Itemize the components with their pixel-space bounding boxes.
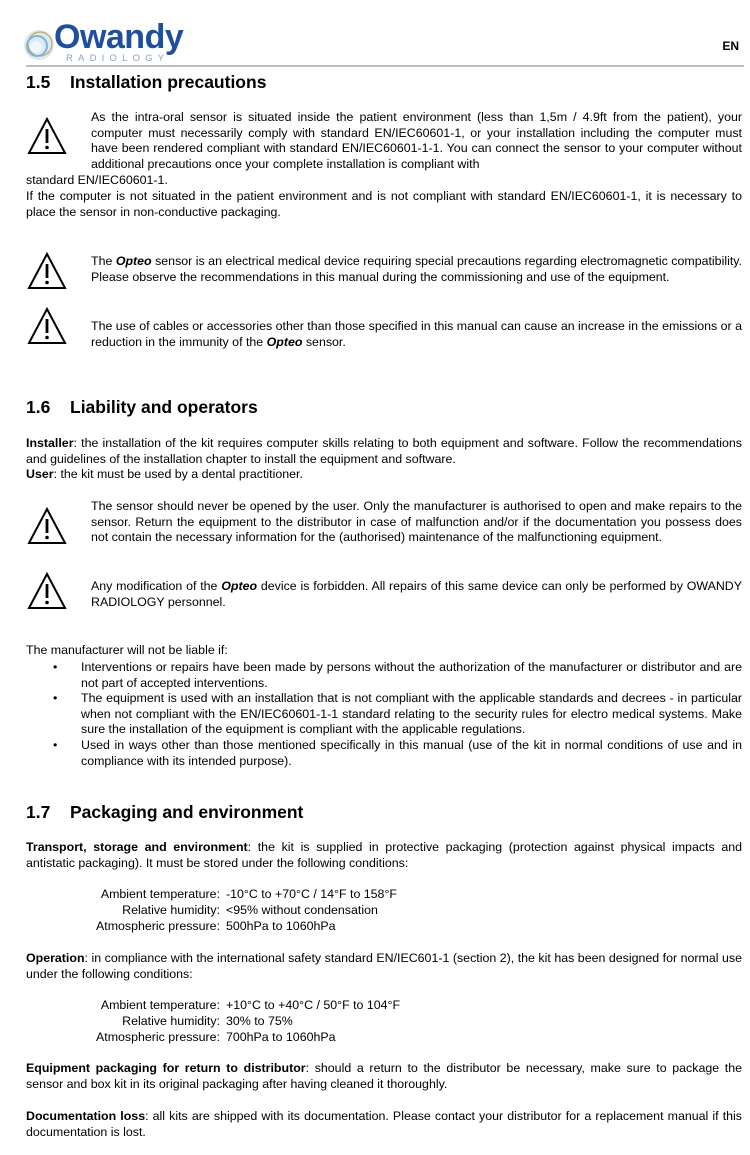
operation-label: Operation — [26, 951, 85, 965]
language-indicator: EN — [722, 39, 739, 53]
brand-name: Opteo — [115, 254, 152, 268]
storage-conditions-table — [96, 887, 397, 934]
list-item-text: The equipment is used with an installation that is not compliant with the applicable standards and decrees - in particular when not compliant with the EN/IEC60601-1-1 standard relating to the security rules for electro medical systems. Make sure the installation of the equipment is compliant with the applicable regulations. — [81, 691, 742, 737]
operation-paragraph — [26, 951, 742, 982]
emc-warning-text — [91, 254, 742, 285]
section-number: 1.7 — [26, 802, 51, 822]
section-title: Installation precautions — [70, 72, 267, 92]
list-item — [26, 691, 742, 738]
section-title: Liability and operators — [70, 397, 258, 417]
table-row — [96, 998, 400, 1014]
operation-conditions-table — [96, 998, 400, 1045]
page-header — [0, 0, 750, 68]
documentation-loss-label: Documentation loss — [26, 1109, 146, 1123]
header-divider — [26, 65, 744, 67]
table-row — [96, 1030, 400, 1046]
return-text: : should a return to the distributor be necessary, make sure to package the sensor and box kit in its original packaging after having cleaned it thoroughly. — [26, 1061, 743, 1091]
text-fragment: sensor. — [302, 334, 346, 349]
text-fragment: device is forbidden. All repairs of this same device can only be performed by OWANDY RADIOLOGY personnel. — [91, 579, 742, 609]
condition-value: <95% without condensation — [225, 902, 378, 917]
list-item — [26, 738, 742, 769]
modification-warning-text — [91, 579, 742, 610]
warning-icon — [27, 252, 67, 290]
user-text: : the kit must be used by a dental practitioner. — [53, 467, 303, 481]
operation-text: : in compliance with the international safety standard EN/IEC601-1 (section 2), the kit has been designed for normal use under the following conditions: — [26, 951, 742, 981]
condition-value: +10°C to +40°C / 50°F to 104°F — [225, 998, 401, 1012]
table-row — [96, 919, 397, 935]
liability-list — [26, 660, 742, 769]
warning-icon — [27, 507, 67, 545]
return-paragraph — [26, 1061, 742, 1092]
user-label: User — [26, 467, 54, 481]
installer-text: : the installation of the kit requires computer skills relating to both equipment and software. Follow the recommendations and guidelines of the installation chapter to install the equipment and software. — [26, 436, 742, 466]
condition-label: Atmospheric pressure: — [96, 918, 220, 933]
list-item-text: Used in ways other than those mentioned specifically in this manual (use of the kit in normal conditions of use and in compliance with its intended purpose). — [81, 737, 742, 768]
list-item-text: Interventions or repairs have been made by persons without the authorization of the manufacturer or distributor and are not part of accepted interventions. — [81, 660, 742, 690]
installer-label: Installer — [26, 436, 74, 450]
condition-value: 30% to 75% — [225, 1013, 293, 1028]
condition-label: Relative humidity: — [122, 1013, 220, 1028]
section-heading-1-5 — [26, 72, 266, 93]
section-number: 1.5 — [26, 72, 51, 92]
installation-paragraph-1: As the intra-oral sensor is situated inside the patient environment (less than 1,5m / 4.9ft from the patient), your computer must necessarily comply with standard EN/IEC60601-1, or your installation including the computer must have been rendered compliant with standard EN/IEC60601-1-1. You can connect the sensor to your computer without additional precautions once your complete installation is compliant with — [91, 110, 742, 171]
condition-label: Relative humidity: — [122, 902, 220, 917]
section-heading-1-7 — [26, 802, 303, 823]
condition-value: -10°C to +70°C / 14°F to 158°F — [225, 887, 397, 901]
liability-intro: The manufacturer will not be liable if: — [26, 643, 228, 657]
table-row — [96, 887, 397, 903]
warning-icon — [27, 572, 67, 610]
user-paragraph — [26, 467, 742, 483]
documentation-loss-paragraph — [26, 1109, 742, 1140]
condition-label: Ambient temperature: — [100, 998, 220, 1012]
transport-paragraph — [26, 840, 742, 871]
table-row — [96, 903, 397, 919]
return-label: Equipment packaging for return to distributor — [26, 1061, 306, 1075]
condition-label: Atmospheric pressure: — [96, 1029, 220, 1044]
sensor-open-warning-text: The sensor should never be opened by the user. Only the manufacturer is authorised to open and make repairs to the sensor. Return the equipment to the distributor in case of malfunction and/or if the documentation you possess does not contain the necessary information for the (authorised) maintenance of the malfunctioning equipment. — [91, 499, 742, 545]
table-row — [96, 1014, 400, 1030]
list-item — [26, 660, 742, 691]
warning-icon — [27, 117, 67, 155]
text-fragment: The use of cables or accessories other than those specified in this manual can cause an increase in the emissions or a reduction in the immunity of the — [91, 319, 742, 349]
owandy-logo — [22, 18, 184, 66]
section-title: Packaging and environment — [70, 802, 304, 822]
section-heading-1-6 — [26, 397, 258, 418]
installation-paragraph-1-end: standard EN/IEC60601-1. — [26, 173, 168, 187]
transport-label: Transport, storage and environment — [26, 840, 248, 854]
text-fragment: The — [91, 254, 116, 268]
bullet-icon: • — [53, 737, 58, 752]
brand-name: Opteo — [221, 579, 258, 593]
condition-value: 500hPa to 1060hPa — [225, 918, 336, 933]
bullet-icon: • — [53, 691, 58, 706]
logo-swirl-icon — [22, 28, 56, 62]
logo-wordmark: Owandy — [54, 18, 184, 56]
bullet-icon: • — [53, 660, 58, 674]
logo-subtitle: RADIOLOGY — [66, 53, 170, 64]
cables-warning-text — [91, 319, 742, 350]
transport-text: : the kit is supplied in protective packaging (protection against physical impacts and antistatic packaging). It must be stored under the following conditions: — [26, 840, 742, 870]
installation-paragraph-2: If the computer is not situated in the patient environment and is not compliant with standard EN/IEC60601-1, it is necessary to place the sensor in non-conductive packaging. — [26, 189, 742, 219]
section-number: 1.6 — [26, 397, 51, 417]
condition-value: 700hPa to 1060hPa — [225, 1029, 336, 1044]
installer-paragraph — [26, 436, 742, 467]
text-fragment: sensor is an electrical medical device requiring special precautions regarding electromagnetic compatibility. Please observe the recommendations in this manual during the commissioning and use of the equipment. — [91, 254, 742, 284]
condition-label: Ambient temperature: — [100, 887, 220, 901]
brand-name: Opteo — [266, 334, 303, 349]
text-fragment: Any modification of the — [91, 579, 222, 593]
warning-icon — [27, 307, 67, 345]
documentation-loss-text: : all kits are shipped with its documentation. Please contact your distributor for a replacement manual if this documentation is lost. — [26, 1109, 742, 1139]
